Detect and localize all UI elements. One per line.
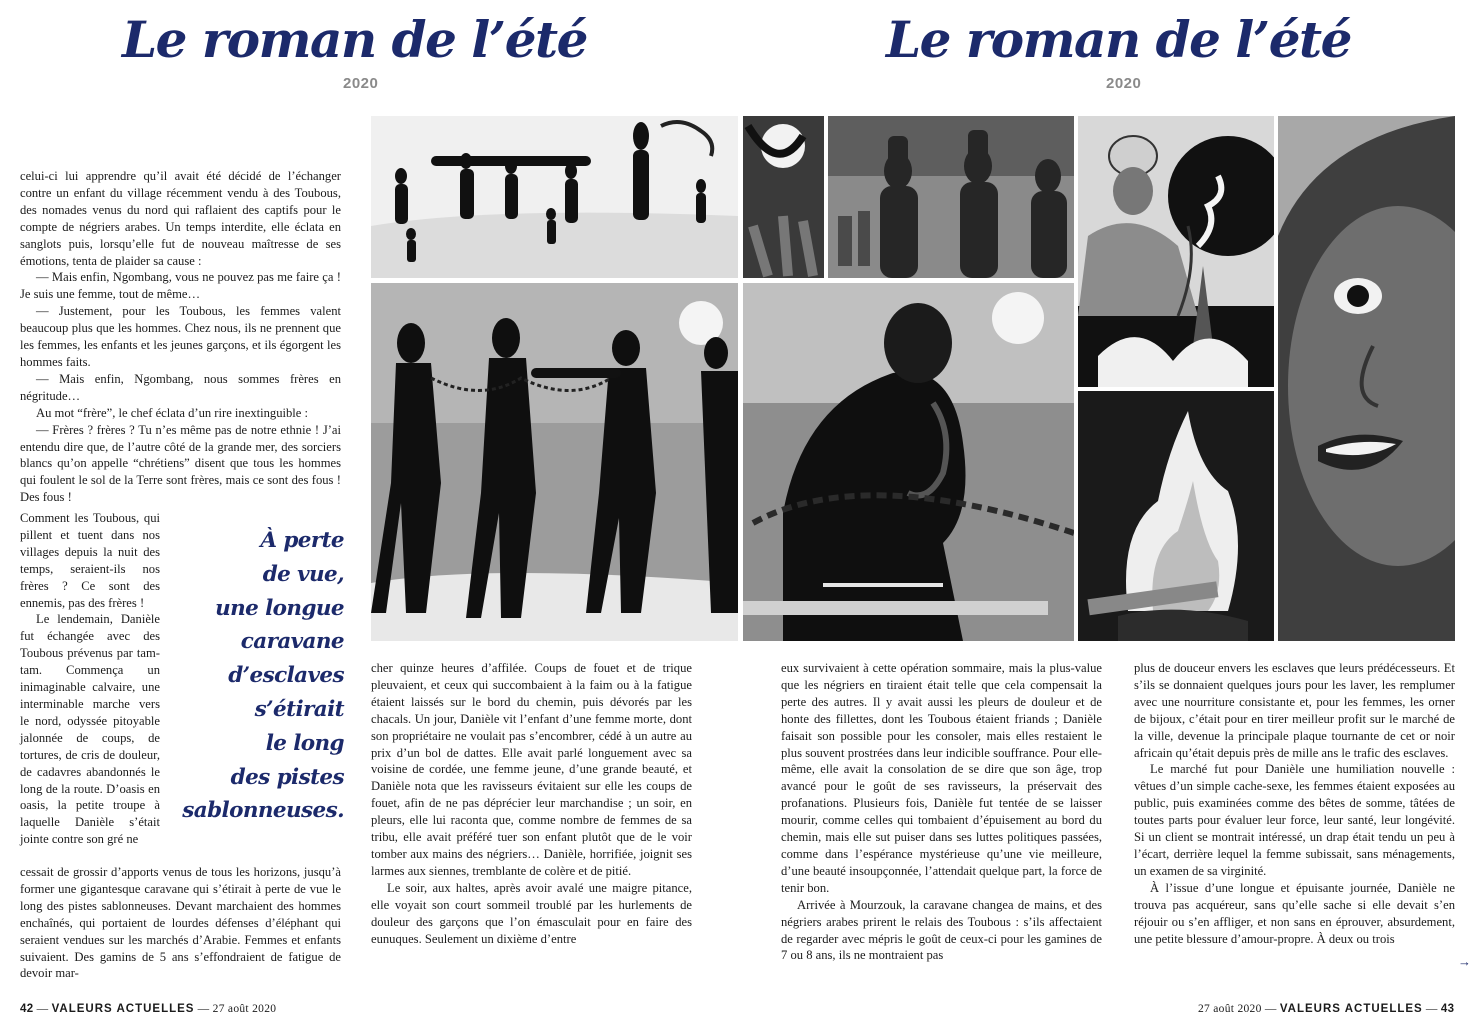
paragraph: Comment les Toubous, qui pillent et tuent dans nos villages depuis la nuit des temps, seraient-ils nos frères ? Ce sont des ennemis, pas des frères ! [20,511,160,610]
separator: — [1264,1003,1277,1015]
pull-quote-line: une longue [215,595,344,621]
column-1-narrow [20,510,160,848]
panel-woman-face [1278,116,1455,641]
paragraph: — Frères ? frères ? Tu n’es même pas de notre ethnie ! J’ai entendu dire que, de l’autre côté de la grande mer, des sorciers blancs qu’on appelle “chrétiens” disent que tous les hommes qui foulent le sol de la Terre sont frères, mais ce sont des fous ! Des fous ! [20,422,341,505]
paragraph: Le soir, aux haltes, après avoir avalé une maigre pitance, elle voyait son court sommeil troublé par les hurlements de douleur des garçons que l’on émasculait pour en faire des eunuques. Seulement un dixième d’entre [371,880,692,946]
issue-date: 27 août 2020 [1198,1003,1262,1015]
column-1-bottom [20,864,341,982]
footer-left [20,1003,276,1015]
page-number: 42 [20,1003,34,1015]
separator: — [36,1003,49,1015]
panel-women-group [828,116,1074,278]
panel-hookah-man [1078,116,1274,387]
column-3 [781,660,1102,964]
column-1-top [20,168,341,506]
pull-quote-line: de vue, [262,561,344,587]
publication-name: VALEURS ACTUELLES [1279,1003,1423,1015]
page-title-left: Le roman de l’été [122,10,587,69]
panel-shackles [743,116,824,278]
paragraph: Le lendemain, Danièle fut échangée avec des Toubous prévenus par tam-tam. Commença un inimaginable calvaire, une interminable marche vers le nord, odyssée pitoyable jalonnée de coups, de tortures, de cris de douleur, de cadavres abandonnés le long de la route. D’oasis en oasis, la petite troupe à laquelle Danièle s’était jointe contre son gré ne [20,612,160,847]
issue-date: 27 août 2020 [212,1003,277,1015]
paragraph: — Mais enfin, Ngombang, nous sommes frères en négritude… [20,371,341,403]
pull-quote-line: des pistes [230,764,344,790]
page-number: 43 [1440,1003,1455,1015]
pull-quote-line: s’étirait [254,696,344,722]
pull-quote-line: le long [265,730,344,756]
paragraph: eux survivaient à cette opération sommaire, mais la plus-value que les négriers en tiraient était telle que cela compensait la perte des autres. Il y avait aussi les pleurs de douleur et de honte des fillettes, dont les Toubous étaient friands ; Danièle faisait son possible pour les consoler, mais elles restaient le plus souvent prostrées dans leur indicible souffrance. Pour elle-même, elle avait la consolation de se dire que son âge, trop avancé pour le goût de ses ravisseurs, la préservait des profanations. Plusieurs fois, Danièle fut tentée de se laisser mourir, comme celles qui tombaient d’épuisement au bord du chemin, mais elle sut puiser dans ses luttes politiques passées, comme dans l’espérance mystérieuse qu’une vie meilleure, d’une beauté insoupçonnée, l’attendait quelque part, la force de tenir bon. [781,661,1102,895]
panel-caravan-march [371,283,738,641]
pull-quote-line: caravane [240,629,344,655]
column-4 [1134,660,1455,947]
panel-woman-profile [743,283,1074,641]
publication-name: VALEURS ACTUELLES [51,1003,195,1015]
separator: — [197,1003,210,1015]
year-left: 2020 [343,75,379,92]
paragraph: celui-ci lui apprendre qu’il avait été décidé de l’échanger contre un enfant du village récemment vendu à des Toubous, des nomades venus du nord qui raflaient des captifs pour le compte de négriers arabes. Un temps interdite, elle éclata en sanglots puis, lorsqu’elle fut de nouveau maîtresse de ses émotions, tenta de plaider sa cause : [20,169,341,268]
pull-quote-line: À perte [260,528,344,553]
footer-right [1198,1003,1454,1015]
paragraph: Au mot “frère”, le chef éclata d’un rire inextinguible : [36,405,309,420]
page-title-right: Le roman de l’été [886,10,1351,69]
paragraph: À l’issue d’une longue et épuisante journée, Danièle ne trouva pas acquéreur, sans qu’elle sache si elle devait s’en réjouir ou s’en affliger, et non sans en éprouver, absurdement, une petite blessure d’amour-propre. À deux ou trois [1134,880,1455,946]
pull-quote [178,524,344,828]
paragraph: — Mais enfin, Ngombang, vous ne pouvez pas me faire ça ! Je suis une femme, tout de même… [20,270,341,302]
panel-fire [1078,391,1274,641]
continue-arrow-icon: → [1458,954,1471,969]
column-2 [371,660,692,947]
paragraph: Le marché fut pour Danièle une humiliation nouvelle : vêtues d’un simple cache-sexe, les femmes étaient exposées au public, puis examinées comme des bêtes de somme, tâtées de toutes parts pour évaluer leur force, leur santé, leur longévité. Si un client se montrait intéressé, un drap était tendu un peu à l’écart, derrière lequel la femme subissait, sans ménagements, un examen de sa virginité. [1134,762,1455,878]
comic-illustration [371,116,1455,641]
pull-quote-line: d’esclaves [228,663,344,689]
pull-quote-line: sablonneuses. [182,798,344,824]
paragraph: — Justement, pour les Toubous, les femmes valent beaucoup plus que les hommes. Chez nous, ils ne prennent que les femmes, les enfants et les jeunes garçons, et ils égorgent les hommes faits. [20,304,341,369]
panel-caravan-top [371,116,738,278]
separator: — [1425,1003,1438,1015]
paragraph: Arrivée à Mourzouk, la caravane changea de mains, et des négriers arabes prirent le relais des Toubous : s’ils affectaient de regarder avec mépris le goût de ceux-ci pour les gamines de 7 ou 8 ans, ils ne montraient pas [781,897,1102,963]
paragraph: plus de douceur envers les esclaves que leurs prédécesseurs. Et s’ils se donnaient quelques jours pour les laver, les remplumer avec une nourriture consistante et, pour les femmes, les orner de bijoux, c’était pour en tirer meilleur profit sur le marché de la ville, devenue la principale plaque tournante de cet or noir africain qu’était depuis près de mille ans le trafic des esclaves. [1134,661,1455,760]
paragraph: cessait de grossir d’apports venus de tous les horizons, jusqu’à former une gigantesque caravane qui s’étirait à perte de vue le long des pistes sablonneuses. Devant marchaient des hommes enchaînés, qui portaient de lourdes défenses d’éléphant qui seraient vendues sur les marchés d’Arabie. Femmes et enfants suivaient. Des gamins de 5 ans s’effondraient de fatigue de devoir mar- [20,865,341,981]
year-right: 2020 [1106,75,1142,92]
paragraph: cher quinze heures d’affilée. Coups de fouet et de trique pleuvaient, et ceux qui succombaient à la faim ou à la fatigue étaient laissés sur le bord du chemin, puis dévorés par les chacals. Un jour, Danièle vit l’enfant d’une femme morte, dont son propriétaire ne voulait pas s’encombrer, cédé à un autre au prix d’un bol de dattes. Elle avait parlé longuement avec sa voisine de cordée, une femme jeune, d’une grande beauté, et Danièle nota que les ravisseurs évitaient sur elle les coups de fouet, afin de ne pas déprécier leur marchandise ; un soir, en pleurs, elle lui raconta que, comme nombre de femmes de sa tribu, elle avait préféré tuer son enfant plutôt que de le voir tomber aux mains des négriers… Danièle, horrifiée, joignit ses larmes aux siennes, tremblante de colère et de pitié. [371,661,692,878]
